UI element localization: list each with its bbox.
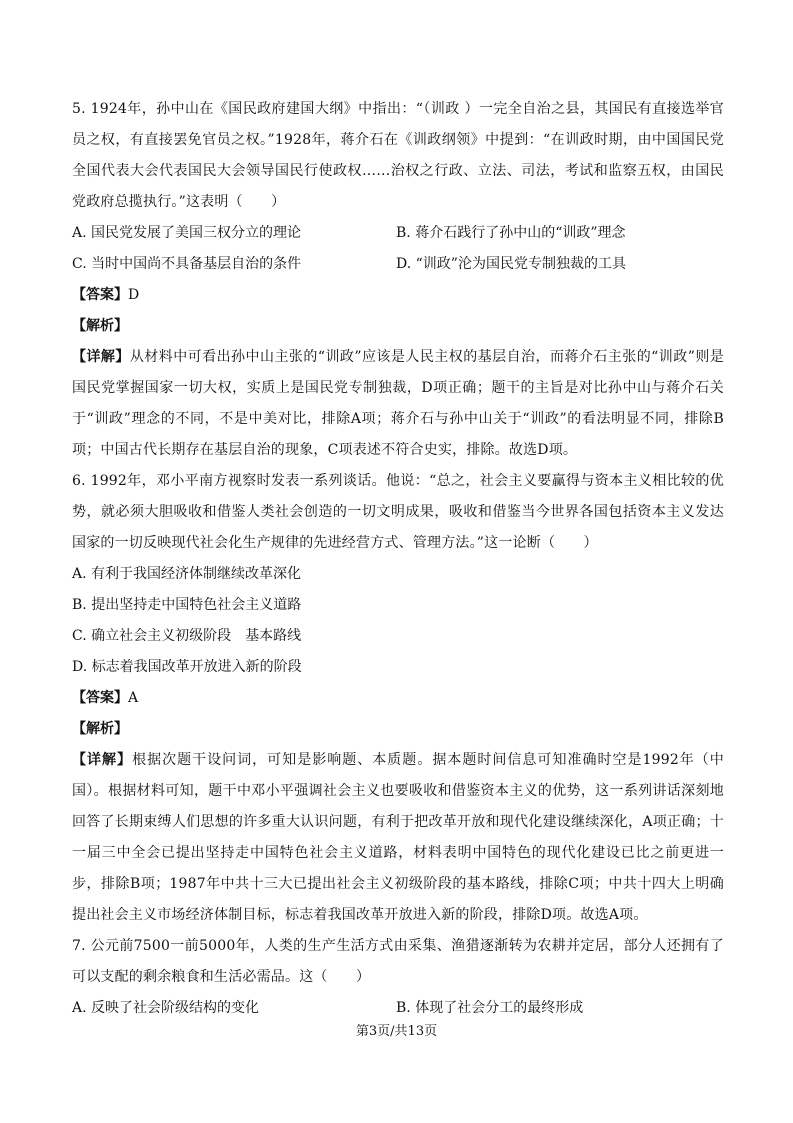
question-5-option-c: C. 当时中国尚不具备基层自治的条件 [72,256,302,272]
answer-value: D [128,287,140,303]
question-5-options-row-1 [72,218,724,249]
question-6-detail [72,745,724,931]
page-content [72,94,724,1024]
detail-tag: 【详解】 [72,752,133,768]
question-6-analysis-tag: 【解析】 [72,721,128,737]
question-5-stem: 5. 1924年，孙中山在《国民政府建国大纲》中指出：“（训政 ）一完全自治之县，其国民有直接选举官员之权，有直接罢免官员之权。”1928年，蒋介石在《训政纲领》中提到：“在训政时期，由中国国民党全国代表大会代表国民大会领导国民行使政权……治权之行政、立法、司法，考试和监察五权，由国民党政府总揽执行。”这表明（ ） [72,101,724,210]
detail-text: 根据次题干设问词，可知是影响题、本质题。据本题时间信息可知准确时空是1992年（中国）。根据材料可知，题干中邓小平强调社会主义也要吸收和借鉴资本主义的优势，这一系列讲话深刻地回答了长期束缚人们思想的许多重大认识问题，有利于把改革开放和现代化建设继续深化，A项正确；十一届三中全会已提出坚持走中国特色社会主义道路，材料表明中国特色的现代化建设已比之前更进一步，排除B项；1987年中共十三大已提出社会主义初级阶段的基本路线，排除C项；中共十四大上明确提出社会主义市场经济体制目标，标志着我国改革开放进入新的阶段，排除D项。故选A项。 [72,752,724,923]
question-5-analysis-tag: 【解析】 [72,318,128,334]
question-6-option-c: C. 确立社会主义初级阶段 基本路线 [72,628,302,644]
question-7-stem: 7. 公元前7500一前5000年，人类的生产生活方式由采集、渔猎逐渐转为农耕并定居，部分人还拥有了可以支配的剩余粮食和生活必需品。这（ ） [72,938,724,985]
detail-tag: 【详解】 [72,349,130,365]
question-6-stem: 6. 1992年，邓小平南方视察时发表一系列谈话。他说：“总之，社会主义要赢得与资本主义相比较的优势，就必须大胆吸收和借鉴人类社会创造的一切文明成果，吸收和借鉴当今世界各国包括资本主义发达国家的一切反映现代社会化生产规律的先进经营方式、管理方法。”这一论断（ ） [72,473,724,551]
question-7-option-b: B. 体现了社会分工的最终形成 [396,1000,584,1016]
answer-tag: 【答案】 [72,690,128,706]
question-5-option-a: A. 国民党发展了美国三权分立的理论 [72,225,302,241]
question-5-options-row-2 [72,249,724,280]
answer-value: A [128,690,139,706]
page-footer: 第3页/共13页 [355,1024,438,1039]
question-6-option-d: D. 标志着我国改革开放进入新的阶段 [72,659,302,675]
question-6-option-b: B. 提出坚持走中国特色社会主义道路 [72,597,302,613]
detail-text: 从材料中可看出孙中山主张的“训政”应该是人民主权的基层自治，而蒋介石主张的“训政”则是国民党掌握国家一切大权，实质上是国民党专制独裁，D项正确；题干的主旨是对比孙中山与蒋介石关于“训政”理念的不同，不是中美对比，排除A项；蒋介石与孙中山关于“训政”的看法明显不同，排除B项；中国古代长期存在基层自治的现象，C项表述不符合史实，排除。故选D项。 [72,349,724,458]
answer-tag: 【答案】 [72,287,128,303]
question-5-option-b: B. 蒋介石践行了孙中山的“训政”理念 [396,225,626,241]
question-5-answer [72,280,724,311]
question-5-option-d: D. “训政”沦为国民党专制独裁的工具 [396,256,626,272]
question-5-detail [72,342,724,466]
question-7-option-a: A. 反映了社会阶级结构的变化 [72,1000,260,1016]
question-6-answer [72,683,724,714]
question-6-option-a: A. 有利于我国经济体制继续改革深化 [72,566,302,582]
